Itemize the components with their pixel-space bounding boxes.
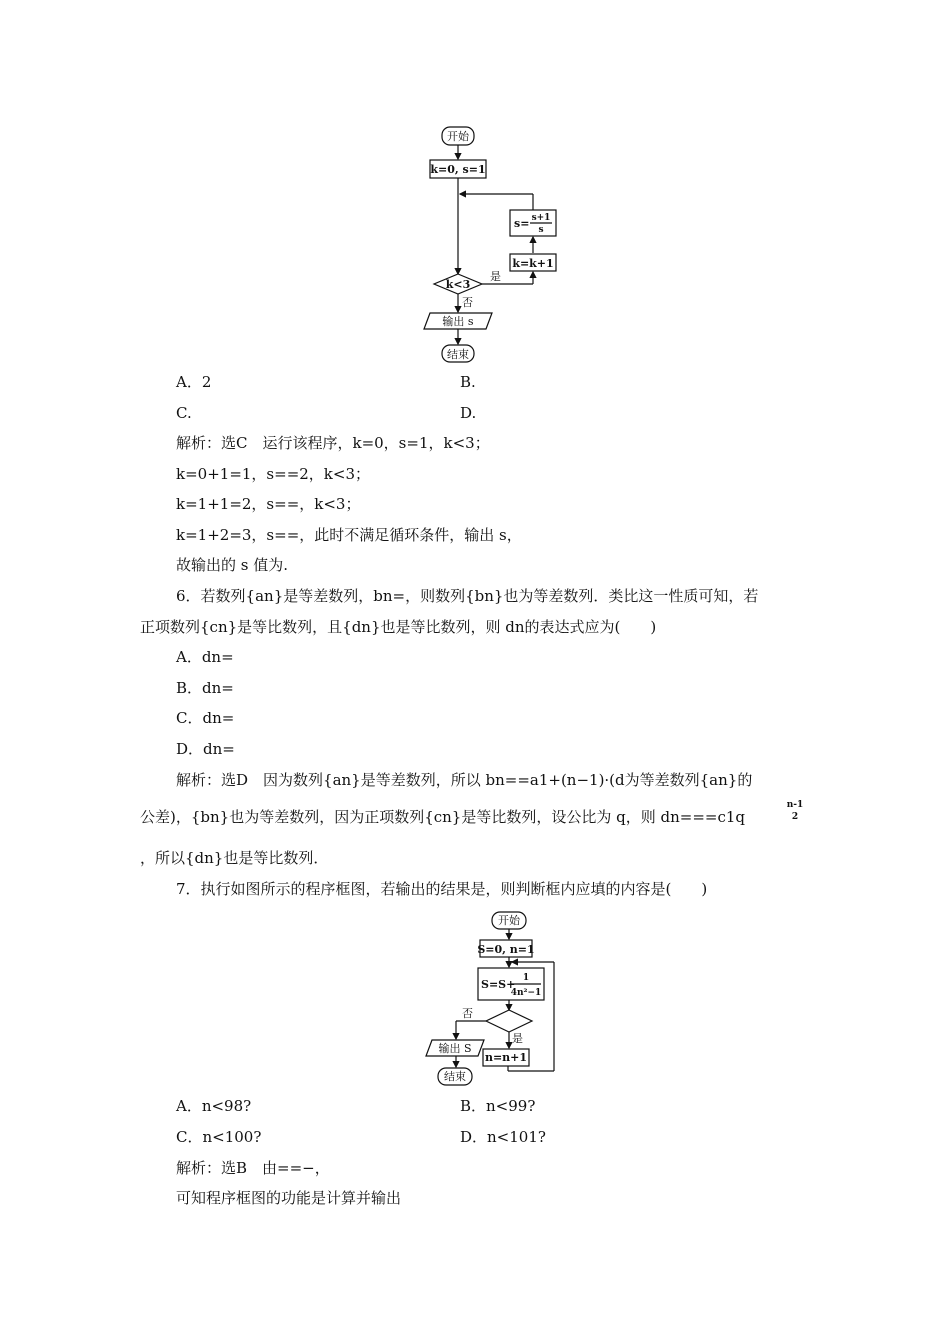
q5-analysis-line-3: k=1+1=2，s==，k<3； (176, 495, 361, 513)
q5-analysis-line-1: 解析：选C 运行该程序，k=0，s=1，k<3； (176, 434, 490, 452)
q6-stem-line-1: 6．若数列{an}是等差数列，bn=，则数列{bn}也为等差数列．类比这一性质可知，若 (176, 587, 759, 605)
q5-analysis-line-2: k=0+1=1，s==2，k<3； (176, 465, 371, 483)
output-label: 输出 S (438, 1042, 472, 1055)
q6-exponent-numerator: n-1 (786, 800, 804, 810)
q7-option-a: A．n<98? (176, 1097, 252, 1115)
start-label: 开始 (498, 914, 520, 927)
q7-analysis-line-1: 解析：选B 由==−， (176, 1159, 330, 1177)
condition-label: k<3 (445, 278, 471, 291)
q5-option-d: D. (460, 404, 477, 422)
q6-option-c: C．dn= (176, 709, 235, 727)
q6-exponent-denominator: 2 (791, 812, 799, 822)
update-s-denominator: 4n²−1 (510, 988, 542, 998)
q7-option-d: D．n<101? (460, 1128, 546, 1146)
update-s-label: s= (514, 217, 530, 230)
q6-analysis-line-1: 解析：选D 因为数列{an}是等差数列，所以 bn==a1+(n−1)·(d为等差数列{an}的 (176, 771, 753, 789)
q7-stem: 7．执行如图所示的程序框图，若输出的结果是，则判断框内应填的内容是( ) (176, 880, 708, 898)
end-label: 结束 (447, 348, 469, 361)
q6-option-d: D．dn= (176, 740, 235, 758)
q7-option-b: B．n<99? (460, 1097, 536, 1115)
yes-label: 是 (490, 270, 501, 283)
q6-analysis-line-3: ，所以{dn}也是等比数列． (140, 849, 329, 867)
q6-option-b: B．dn= (176, 679, 234, 697)
q7-option-c: C．n<100? (176, 1128, 262, 1146)
q7-analysis-line-2: 可知程序框图的功能是计算并输出 (176, 1189, 402, 1207)
q5-option-a: A．2 (176, 373, 212, 391)
init-label: S=0, n=1 (477, 943, 535, 956)
q5-option-c: C. (176, 404, 192, 422)
no-label: 否 (462, 1007, 473, 1020)
update-k-label: k=k+1 (512, 257, 554, 270)
output-label: 输出 s (442, 315, 474, 328)
q5-analysis-line-5: 故输出的 s 值为. (176, 556, 289, 574)
yes-label: 是 (512, 1032, 523, 1045)
q6-option-a: A．dn= (176, 648, 234, 666)
decision-diamond (486, 1010, 532, 1032)
update-s-numerator: s+1 (531, 213, 551, 223)
update-s-numerator: 1 (522, 973, 530, 983)
start-label: 开始 (447, 130, 469, 143)
init-label: k=0, s=1 (430, 163, 486, 176)
update-n-label: n=n+1 (484, 1051, 528, 1064)
no-label: 否 (462, 296, 473, 309)
update-s-denominator: s (538, 225, 544, 235)
q5-option-b: B. (460, 373, 476, 391)
end-label: 结束 (444, 1070, 466, 1083)
q5-analysis-line-4: k=1+2=3，s==，此时不满足循环条件，输出 s， (176, 526, 522, 544)
flowchart-1 (410, 122, 570, 367)
flowchart-2 (420, 908, 570, 1090)
q6-stem-line-2: 正项数列{cn}是等比数列，且{dn}也是等比数列，则 dn的表达式应为( ) (140, 618, 657, 636)
q6-analysis-line-2: 公差)，{bn}也为等差数列，因为正项数列{cn}是等比数列，设公比为 q，则 dn===c1q (140, 808, 746, 826)
update-s-label: S=S+ (481, 978, 516, 991)
